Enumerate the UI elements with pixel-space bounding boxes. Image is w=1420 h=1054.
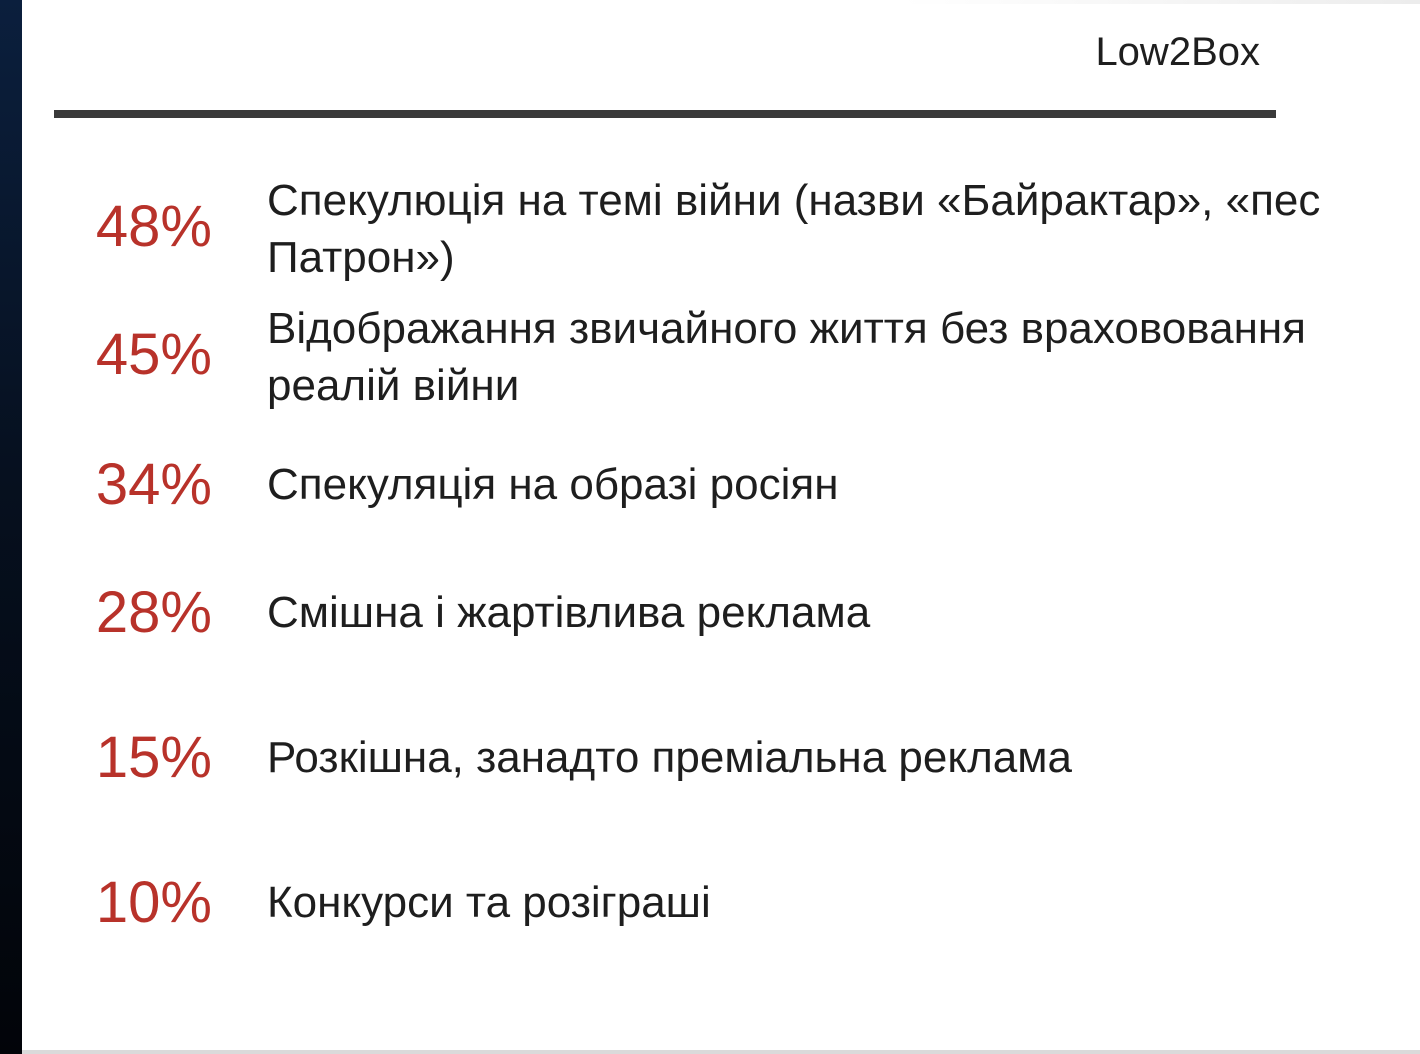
stat-percent: 34% bbox=[95, 452, 212, 517]
stat-percent: 15% bbox=[95, 725, 212, 790]
stat-text: Конкурси та розіграші bbox=[267, 878, 711, 927]
stat-text: Спекуляція на образі росіян bbox=[267, 460, 839, 509]
stat-percent: 45% bbox=[95, 322, 212, 387]
brand-label: Low2Box bbox=[1095, 30, 1260, 74]
stat-percent: 28% bbox=[95, 580, 212, 645]
stat-text: Розкішна, занадто преміальна реклама bbox=[267, 733, 1072, 782]
stat-text: Відображання звичайного життя без врахововання реалій війни bbox=[267, 304, 1307, 410]
stat-percent: 10% bbox=[95, 870, 212, 935]
bottom-border bbox=[22, 1050, 1420, 1054]
stat-percent: 48% bbox=[95, 194, 212, 259]
stat-text: Смішна і жартівлива реклама bbox=[267, 588, 871, 637]
slide bbox=[22, 0, 1420, 1054]
stat-text: Спекулюція на темі війни (назви «Байрактар», «пес Патрон») bbox=[267, 176, 1321, 282]
stats-list bbox=[22, 0, 1420, 1054]
window-edge bbox=[0, 0, 22, 1054]
